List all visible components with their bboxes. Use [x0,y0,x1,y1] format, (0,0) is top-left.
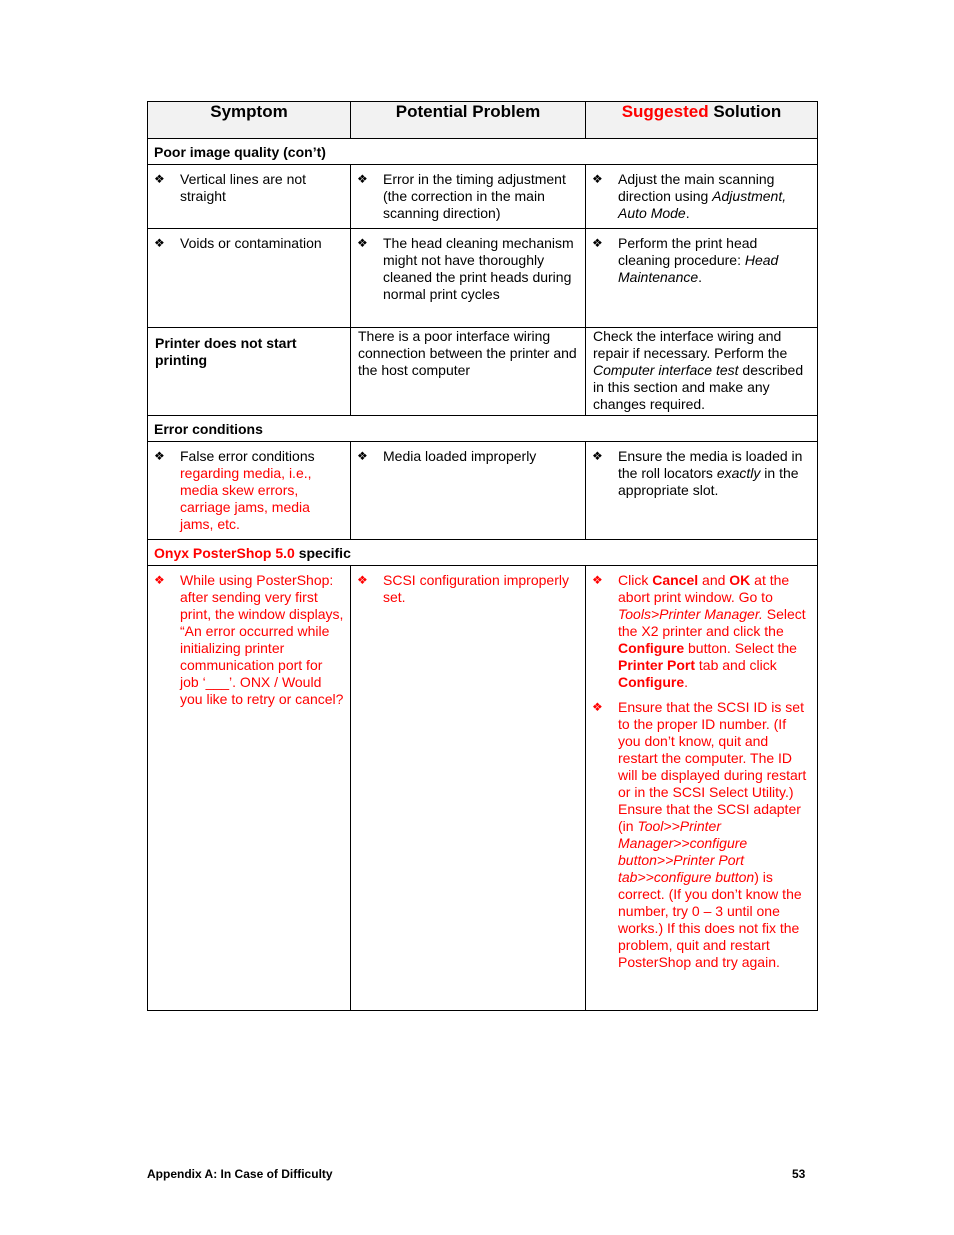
solution-cell [586,442,818,540]
bullet-icon: ❖ [592,172,603,186]
solution-text-part: and [698,572,730,588]
problem-cell [351,229,586,328]
header-suggested-solution [586,102,818,139]
bullet-icon: ❖ [154,449,165,463]
solution-text-part: Perform the print head cleaning procedure: [618,235,758,268]
problem-cell [351,165,586,229]
solution-cell [586,165,818,229]
table-row [148,328,818,416]
solution-text-part: . [684,674,688,690]
symptom-cell [148,442,351,540]
solution-text-bold: Printer Port [618,657,696,673]
problem-text: Error in the timing adjustment (the correction in the main scanning direction) [383,171,566,221]
footer-section-title: Appendix A: In Case of Difficulty [147,1167,333,1181]
symptom-text: Vertical lines are not straight [180,171,307,204]
problem-text: There is a poor interface wiring connection between the printer and the host computer [358,328,577,378]
solution-text-part: button. Select the [684,640,797,656]
solution-text-part: described in this section and make any changes required. [593,362,804,412]
solution-text-part: Ensure that the SCSI ID is set to the proper ID number. (If you don’t know, quit and restart the computer. The ID will be displayed during restart or in the SCSI Select Utility.) Ensure that the SCSI adapter (in [618,699,807,834]
solution-text [618,699,811,971]
solution-text-italic: Adjustment, Auto Mode [618,188,787,221]
solution-cell [586,229,818,328]
solution-text [618,448,811,499]
solution-text-italic: Tool>>Printer Manager>>configure button>>Printer Port tab>>configure button [618,818,755,885]
section-row-onyx [148,540,818,566]
symptom-cell [148,328,351,416]
solution-text-part: tab and click [695,657,777,673]
symptom-text [180,448,344,533]
table-header-row [148,102,818,139]
solution-text-part: Check the interface wiring and repair if necessary. Perform the [593,328,788,361]
symptom-text-part: False error conditions [180,448,315,464]
solution-text-italic: Computer interface test [593,362,739,378]
solution-text-bold: OK [729,572,751,588]
section-row-error-conditions [148,416,818,442]
solution-text [586,328,817,415]
bullet-icon: ❖ [154,236,165,250]
symptom-text: Printer does not start printing [155,335,297,368]
troubleshooting-table [147,101,818,1011]
bullet-icon: ❖ [592,700,603,714]
solution-text-part: Click [618,572,653,588]
solution-text-italic: Head Maintenance [618,252,779,285]
bullet-icon: ❖ [357,236,368,250]
section-poor-image-quality: Poor image quality (con’t) [148,139,818,165]
section-onyx-name: Onyx PosterShop 5.0 [154,544,295,561]
table-row [148,566,818,1011]
table-row [148,165,818,229]
symptom-text: Voids or contamination [180,235,322,251]
solution-text-bold: Configure [618,674,685,690]
solution-text-bold: Cancel [652,572,699,588]
bullet-icon: ❖ [592,236,603,250]
bullet-icon: ❖ [592,573,603,587]
solution-cell [586,566,818,1011]
solution-text-part: in the appropriate slot. [618,465,799,498]
bullet-icon: ❖ [592,449,603,463]
problem-cell [351,442,586,540]
bullet-icon: ❖ [357,573,368,587]
page-number: 53 [792,1167,806,1181]
solution-text-bold: Configure [618,640,685,656]
problem-cell [351,566,586,1011]
bullet-icon: ❖ [357,172,368,186]
problem-text: Media loaded improperly [383,448,537,464]
solution-text-italic: Tools>Printer Manager. [618,606,763,622]
solution-text-part: Ensure the media is loaded in the roll locators [618,448,803,481]
section-row-poor-image [148,139,818,165]
problem-text: SCSI configuration improperly set. [383,572,569,605]
table-row [148,229,818,328]
bullet-icon: ❖ [154,172,165,186]
solution-text-part: . [698,269,703,285]
header-potential-problem: Potential Problem [351,102,586,139]
symptom-cell [148,165,351,229]
solution-text-part: Adjust the main scanning direction using [618,171,775,204]
solution-text-part: at the abort print window. Go to [618,572,790,605]
solution-cell [586,328,818,416]
solution-text [618,171,811,222]
bullet-icon: ❖ [154,573,165,587]
problem-cell [351,328,586,416]
section-onyx-postershop [148,540,818,566]
section-error-conditions: Error conditions [148,416,818,442]
section-onyx-suffix: specific [294,544,351,561]
solution-text [618,572,811,691]
header-solution-word: Solution [708,102,782,121]
symptom-text-red: regarding media, i.e., media skew errors, carriage jams, media jams, etc. [180,465,312,532]
solution-text-part: Select the X2 printer and click the [618,606,806,639]
solution-text-italic: exactly [716,465,761,481]
symptom-text: While using PosterShop: after sending very first print, the window displays, “An error occurred while initializing printer communication port for job ‘___’. ONX / Would you like to retry or cancel? [180,572,344,707]
problem-text: The head cleaning mechanism might not have thoroughly cleaned the print heads during normal print cycles [383,235,574,302]
symptom-cell [148,566,351,1011]
bullet-icon: ❖ [357,449,368,463]
solution-text-part: ) is correct. (If you don’t know the number, try 0 – 3 until one works.) If this does not fix the problem, quit and restart PosterShop and try again. [618,869,802,970]
header-suggested-word: Suggested [621,102,709,121]
table-row [148,442,818,540]
solution-text-part: . [685,205,690,221]
symptom-cell [148,229,351,328]
header-symptom: Symptom [148,102,351,139]
solution-text [618,235,811,286]
